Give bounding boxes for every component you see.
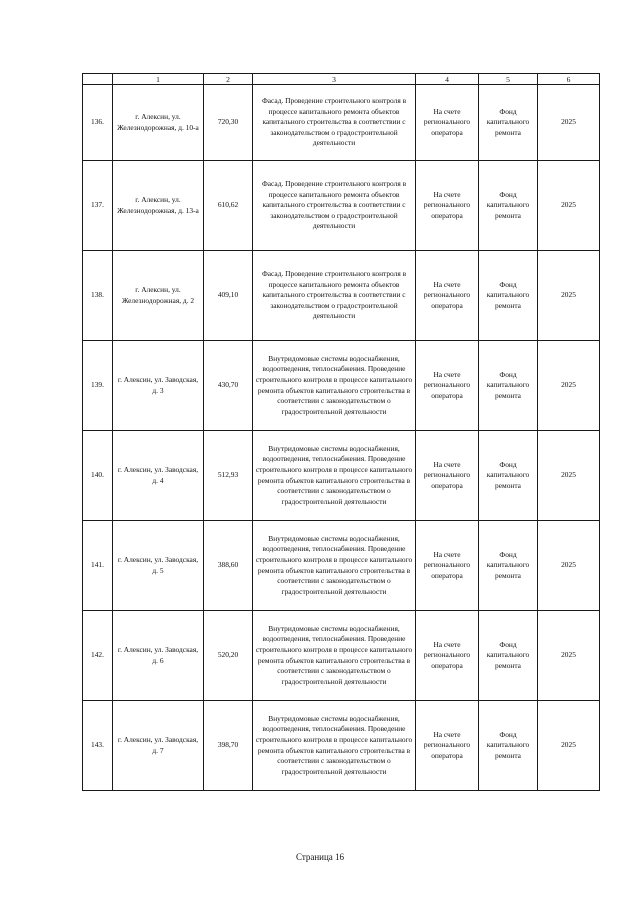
page-number: Страница 16 xyxy=(295,852,345,862)
table-body xyxy=(83,85,600,791)
address-cell: г. Алексин, ул. Заводская, д. 5 xyxy=(113,521,204,611)
header-col-6: 6 xyxy=(538,74,600,85)
account-cell: На счете регионального оператора xyxy=(416,85,479,161)
address-cell: г. Алексин, ул. Железнодорожная, д. 2 xyxy=(113,251,204,341)
table-row xyxy=(83,251,600,341)
work-description-cell: Внутридомовые системы водоснабжения, водоотведения, теплоснабжения. Проведение строительного контроля в процессе капитального ремонта объектов капитального строительства в соответствии с законодательством о градостроительной деятельности xyxy=(253,341,416,431)
year-cell: 2025 xyxy=(538,521,600,611)
header-col-4: 4 xyxy=(416,74,479,85)
row-number: 141. xyxy=(83,521,113,611)
fund-cell: Фонд капитального ремонта xyxy=(479,161,538,251)
account-cell: На счете регионального оператора xyxy=(416,431,479,521)
row-number: 142. xyxy=(83,611,113,701)
work-description-cell: Внутридомовые системы водоснабжения, водоотведения, теплоснабжения. Проведение строительного контроля в процессе капитального ремонта объектов капитального строительства в соответствии с законодательством о градостроительной деятельности xyxy=(253,701,416,791)
header-col-2: 2 xyxy=(204,74,253,85)
account-cell: На счете регионального оператора xyxy=(416,521,479,611)
address-cell: г. Алексин, ул. Заводская, д. 3 xyxy=(113,341,204,431)
table-row xyxy=(83,161,600,251)
fund-cell: Фонд капитального ремонта xyxy=(479,431,538,521)
area-cell: 409,10 xyxy=(204,251,253,341)
area-cell: 388,60 xyxy=(204,521,253,611)
work-description-cell: Фасад. Проведение строительного контроля в процессе капитального ремонта объектов капитального строительства в соответствии с законодательством о градостроительной деятельности xyxy=(253,85,416,161)
header-col-3: 3 xyxy=(253,74,416,85)
fund-cell: Фонд капитального ремонта xyxy=(479,611,538,701)
row-number: 140. xyxy=(83,431,113,521)
header-col-5: 5 xyxy=(479,74,538,85)
work-description-cell: Фасад. Проведение строительного контроля в процессе капитального ремонта объектов капитального строительства в соответствии с законодательством о градостроительной деятельности xyxy=(253,251,416,341)
account-cell: На счете регионального оператора xyxy=(416,701,479,791)
header-blank xyxy=(83,74,113,85)
table-row xyxy=(83,701,600,791)
area-cell: 520,20 xyxy=(204,611,253,701)
fund-cell: Фонд капитального ремонта xyxy=(479,251,538,341)
work-description-cell: Фасад. Проведение строительного контроля в процессе капитального ремонта объектов капитального строительства в соответствии с законодательством о градостроительной деятельности xyxy=(253,161,416,251)
area-cell: 610,62 xyxy=(204,161,253,251)
header-col-1: 1 xyxy=(113,74,204,85)
table-header xyxy=(83,74,600,85)
row-number: 138. xyxy=(83,251,113,341)
year-cell: 2025 xyxy=(538,251,600,341)
work-description-cell: Внутридомовые системы водоснабжения, водоотведения, теплоснабжения. Проведение строительного контроля в процессе капитального ремонта объектов капитального строительства в соответствии с законодательством о градостроительной деятельности xyxy=(253,611,416,701)
account-cell: На счете регионального оператора xyxy=(416,341,479,431)
fund-cell: Фонд капитального ремонта xyxy=(479,85,538,161)
fund-cell: Фонд капитального ремонта xyxy=(479,701,538,791)
year-cell: 2025 xyxy=(538,611,600,701)
area-cell: 398,70 xyxy=(204,701,253,791)
year-cell: 2025 xyxy=(538,701,600,791)
area-cell: 720,30 xyxy=(204,85,253,161)
address-cell: г. Алексин, ул. Железнодорожная, д. 13-а xyxy=(113,161,204,251)
fund-cell: Фонд капитального ремонта xyxy=(479,521,538,611)
address-cell: г. Алексин, ул. Железнодорожная, д. 10-а xyxy=(113,85,204,161)
year-cell: 2025 xyxy=(538,431,600,521)
year-cell: 2025 xyxy=(538,85,600,161)
row-number: 143. xyxy=(83,701,113,791)
area-cell: 512,93 xyxy=(204,431,253,521)
table-row xyxy=(83,85,600,161)
year-cell: 2025 xyxy=(538,161,600,251)
address-cell: г. Алексин, ул. Заводская, д. 6 xyxy=(113,611,204,701)
account-cell: На счете регионального оператора xyxy=(416,161,479,251)
row-number: 137. xyxy=(83,161,113,251)
row-number: 136. xyxy=(83,85,113,161)
repair-schedule-table xyxy=(82,73,600,791)
work-description-cell: Внутридомовые системы водоснабжения, водоотведения, теплоснабжения. Проведение строительного контроля в процессе капитального ремонта объектов капитального строительства в соответствии с законодательством о градостроительной деятельности xyxy=(253,521,416,611)
address-cell: г. Алексин, ул. Заводская, д. 7 xyxy=(113,701,204,791)
account-cell: На счете регионального оператора xyxy=(416,251,479,341)
work-description-cell: Внутридомовые системы водоснабжения, водоотведения, теплоснабжения. Проведение строительного контроля в процессе капитального ремонта объектов капитального строительства в соответствии с законодательством о градостроительной деятельности xyxy=(253,431,416,521)
table-row xyxy=(83,341,600,431)
fund-cell: Фонд капитального ремонта xyxy=(479,341,538,431)
address-cell: г. Алексин, ул. Заводская, д. 4 xyxy=(113,431,204,521)
area-cell: 430,70 xyxy=(204,341,253,431)
table-row xyxy=(83,431,600,521)
account-cell: На счете регионального оператора xyxy=(416,611,479,701)
year-cell: 2025 xyxy=(538,341,600,431)
row-number: 139. xyxy=(83,341,113,431)
table-row xyxy=(83,611,600,701)
table-row xyxy=(83,521,600,611)
